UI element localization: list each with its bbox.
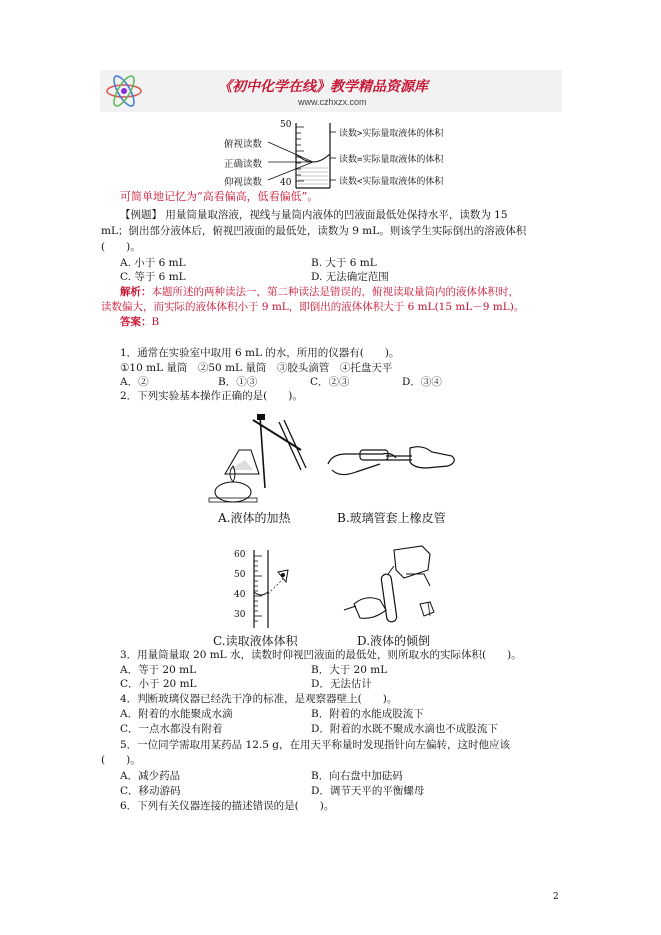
q1-option-a: A．② [120,376,149,388]
q2-stem: 2．下列实验基本操作正确的是( )。 [120,390,303,402]
q4-option-b: B．附着的水能成股流下 [311,708,424,720]
analysis-label: 解析： [120,286,152,298]
q1-items: ①10 mL 量筒 ②50 mL 量筒 ③胶头滴管 ④托盘天平 [120,362,393,374]
example-line-3: ( )。 [101,241,141,253]
q4-stem: 4．判断玻璃仪器已经洗干净的标准，是观察器壁上( )。 [120,693,398,705]
example-line-2: mL；倒出部分液体后，俯视凹液面的最低处，读数为 9 mL。则该学生实际倒出的溶液体积 [101,225,527,237]
tick-50: 50 [280,120,292,130]
q3-option-d: D．无法估计 [311,678,372,690]
q1-option-b: B．①③ [218,376,258,388]
caption-c: C.读取液体体积 [213,634,298,648]
result-greater: 读数>实际量取液体的体积 [339,129,444,139]
q5-option-c: C．移动游码 [120,785,181,797]
example-line-1: 【例题】 用量筒量取溶液，视线与量筒内液体的凹液面最低处保持水平，读数为 15 [120,209,508,221]
figure-b-tube-connection [322,434,462,482]
atom-logo-icon [104,72,144,110]
q5-stem-2: ( )。 [101,754,141,766]
label-overhead: 俯视读数 [224,139,263,150]
figure-d-pouring-liquid [334,544,444,632]
c-tick-40: 40 [234,590,246,600]
figure-c-reading-volume [226,548,326,628]
q1-option-c: C．②③ [310,376,350,388]
caption-a: A.液体的加热 [218,511,291,525]
q5-option-b: B．向右盘中加砝码 [311,770,403,782]
mnemonic-text: 可简单地记忆为“高看偏高，低看偏低”。 [120,190,319,203]
example-option-a: A. 小于 6 mL [120,257,186,269]
q3-stem: 3．用量筒量取 20 mL 水，读数时仰视凹液面的最低处，则所取水的实际体积( )。 [120,649,522,661]
caption-b: B.玻璃管套上橡皮管 [337,511,446,525]
analysis-line-2: 读数偏大，而实际的液体体积小于 9 mL，即倒出的液体体积大于 6 mL(15 mL－9 mL)。 [101,301,525,313]
cylinder-reading-figure [222,118,482,192]
caption-d: D.液体的倾倒 [357,634,431,648]
example-option-d: D. 无法确定范围 [311,271,389,283]
label-upward: 仰视读数 [224,177,263,188]
c-tick-50: 50 [234,570,246,580]
label-correct: 正确读数 [224,159,263,170]
page-number: 2 [553,892,559,902]
q5-option-d: D．调节天平的平衡螺母 [311,785,425,797]
q4-option-a: A．附着的水能聚成水滴 [120,708,233,720]
q4-option-c: C．一点水都没有附着 [120,723,223,735]
analysis-line-1 [120,285,519,299]
q3-option-a: A．等于 20 mL [120,664,197,676]
q6-stem: 6．下列有关仪器连接的描述错误的是( )。 [120,800,335,812]
q1-stem: 1．通常在实验室中取用 6 mL 的水，所用的仪器有( )。 [120,347,400,359]
q5-option-a: A．减少药品 [120,770,181,782]
header-banner [100,70,562,112]
q1-option-d: D．③④ [402,376,442,388]
answer-label: 答案： [120,316,152,328]
example-option-b: B. 大于 6 mL [311,257,377,269]
q4-option-d: D．附着的水既不聚成水滴也不成股流下 [311,723,498,735]
q3-option-b: B．大于 20 mL [311,664,388,676]
q5-stem-1: 5．一位同学需取用某药品 12.5 g，在用天平称量时发现指针向左偏转，这时他应该 [120,739,510,751]
banner-title: 《初中化学在线》教学精品资源库 [218,79,428,95]
result-equal: 读数=实际量取液体的体积 [339,155,444,165]
c-tick-30: 30 [234,610,246,620]
analysis-text-1: 本题所述的两种读法一，第二种读法是错误的，俯视读取量筒内的液体体积时， [151,286,519,298]
tick-40: 40 [280,178,292,188]
answer-value: B [151,316,160,328]
c-tick-60: 60 [234,550,246,560]
example-option-c: C. 等于 6 mL [120,271,186,283]
q3-option-c: C．小于 20 mL [120,678,197,690]
figure-a-liquid-heating [205,410,315,510]
banner-url: www.czhxzx.com [298,97,367,107]
result-less: 读数<实际量取液体的体积 [339,177,444,187]
answer-line [120,315,159,329]
